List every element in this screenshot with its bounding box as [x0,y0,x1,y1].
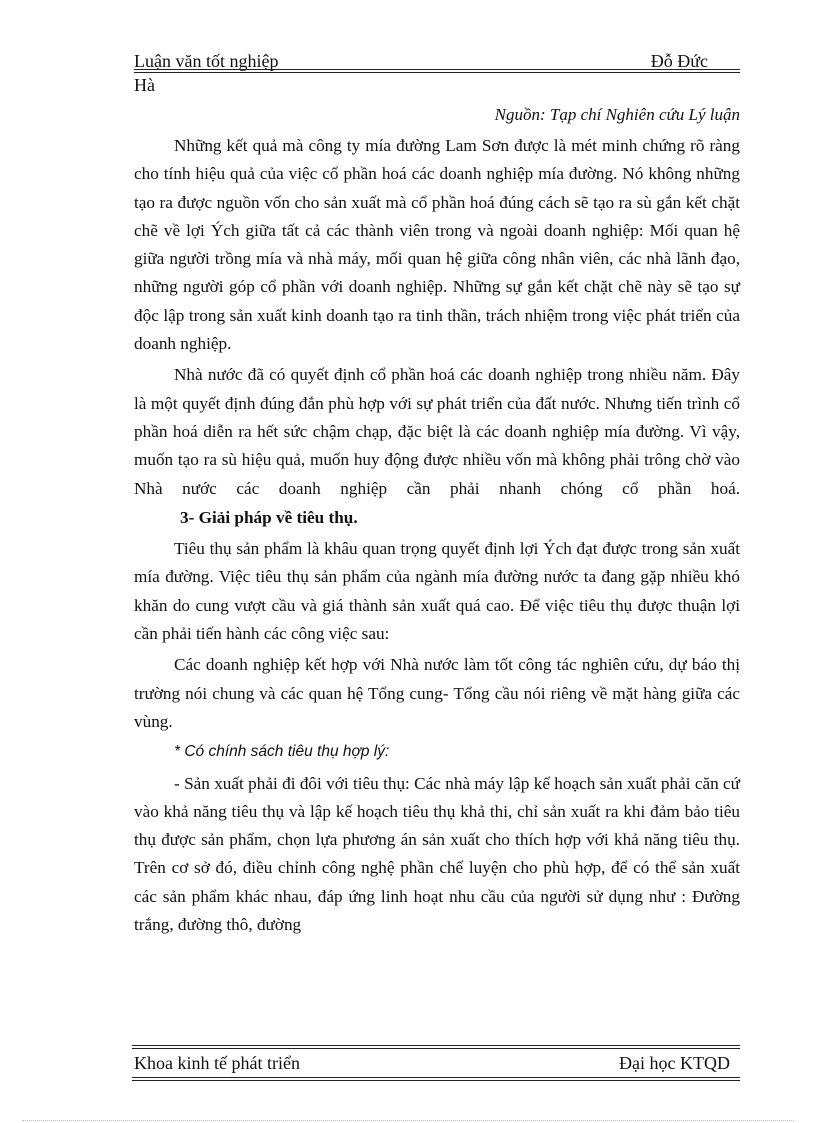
footer-rule-2 [132,1048,740,1049]
body-text [134,132,740,939]
paragraph: - Sản xuất phải đi đôi với tiêu thụ: Các nhà máy lập kế hoạch sản xuất phải căn cứ vào khả năng tiêu thụ và lập kế hoạch tiêu thụ khả thi, chỉ sản xuất ra khi đảm bảo tiêu thụ được sản phẩm, chọn lựa phương án sản xuất cho thích hợp với khả năng tiêu thụ. Trên cơ sở đó, điều chỉnh công nghệ phần chế luyện cho phù hợp, để có thể sản xuất các sản phẩm khác nhau, đáp ứng linh hoạt nhu cầu của người sử dụng như : Đường trắng, đường thô, đường [134,773,740,935]
footer-faculty: Khoa kinh tế phát triển [134,1053,300,1073]
footer-university: Đại học KTQD [619,1053,730,1073]
paragraph: Nhà nước đã có quyết định cổ phần hoá các doanh nghiệp trong nhiều năm. Đây là một quyết định đúng đắn phù hợp với sự phát triển của đất nước. Nhưng tiến trình cổ phần hoá diễn ra hết sức chậm chạp, đặc biệt là các doanh nghiệp mía đường. Vì vậy, muốn tạo ra sù hiệu quả, muốn huy động được nhiều vốn mà không phải trông chờ vào Nhà nước các doanh nghiệp cần phải nhanh chóng cổ phần hoá. [134,365,740,498]
paragraph: Các doanh nghiệp kết hợp với Nhà nước làm tốt công tác nghiên cứu, dự báo thị trường nói chung và các quan hệ Tổng cung- Tổng cầu nói riêng về mặt hàng giữa các vùng. [134,655,740,731]
page-edge-dots [22,1120,794,1121]
header-author-continuation: Hà [134,75,155,95]
page-footer [134,1052,730,1074]
section-heading: 3- Giải pháp về tiêu thụ. [180,507,358,527]
page-header [134,51,738,71]
paragraph: Tiêu thụ sản phẩm là khâu quan trọng quyết định lợi Ých đạt được trong sản xuất mía đường. Việc tiêu thụ sản phẩm của ngành mía đường nước ta đang gặp nhiều khó khăn do cung vượt cầu và giá thành sản xuất quá cao. Để việc tiêu thụ được thuận lợi cần phải tiến hành các công việc sau: [134,539,740,644]
header-rule-2 [134,72,740,73]
header-thesis-title: Luận văn tốt nghiệp [134,51,279,71]
footer-rule-4 [132,1080,740,1081]
header-rule-1 [134,69,740,70]
header-author: Đỗ Đức [650,51,708,71]
footer-rule-1 [132,1045,740,1046]
footer-rule-3 [132,1077,740,1078]
source-citation: Nguồn: Tạp chí Nghiên cứu Lý luận [494,105,740,124]
subheading: * Có chính sách tiêu thụ hợp lý: [174,743,390,761]
paragraph: Những kết quả mà công ty mía đường Lam Sơn được là mét minh chứng rõ ràng cho tính hiệu quả của việc cổ phần hoá các doanh nghiệp mía đường. Nó không những tạo ra được nguồn vốn cho sản xuất mà cổ phần hoá đúng cách sẽ tạo ra sù gắn kết chặt chẽ về lợi Ých giữa tất cả các thành viên trong và ngoài doanh nghiệp: Mối quan hệ giữa người trồng mía và nhà máy, mối quan hệ giữa công nhân viên, các nhà lãnh đạo, những người góp cổ phần với doanh nghiệp. Những sự gắn kết chặt chẽ này sẽ tạo sự độc lập trong sản xuất kinh doanh tạo ra tinh thần, trách nhiệm trong việc phát triển của doanh nghiệp. [134,136,740,354]
